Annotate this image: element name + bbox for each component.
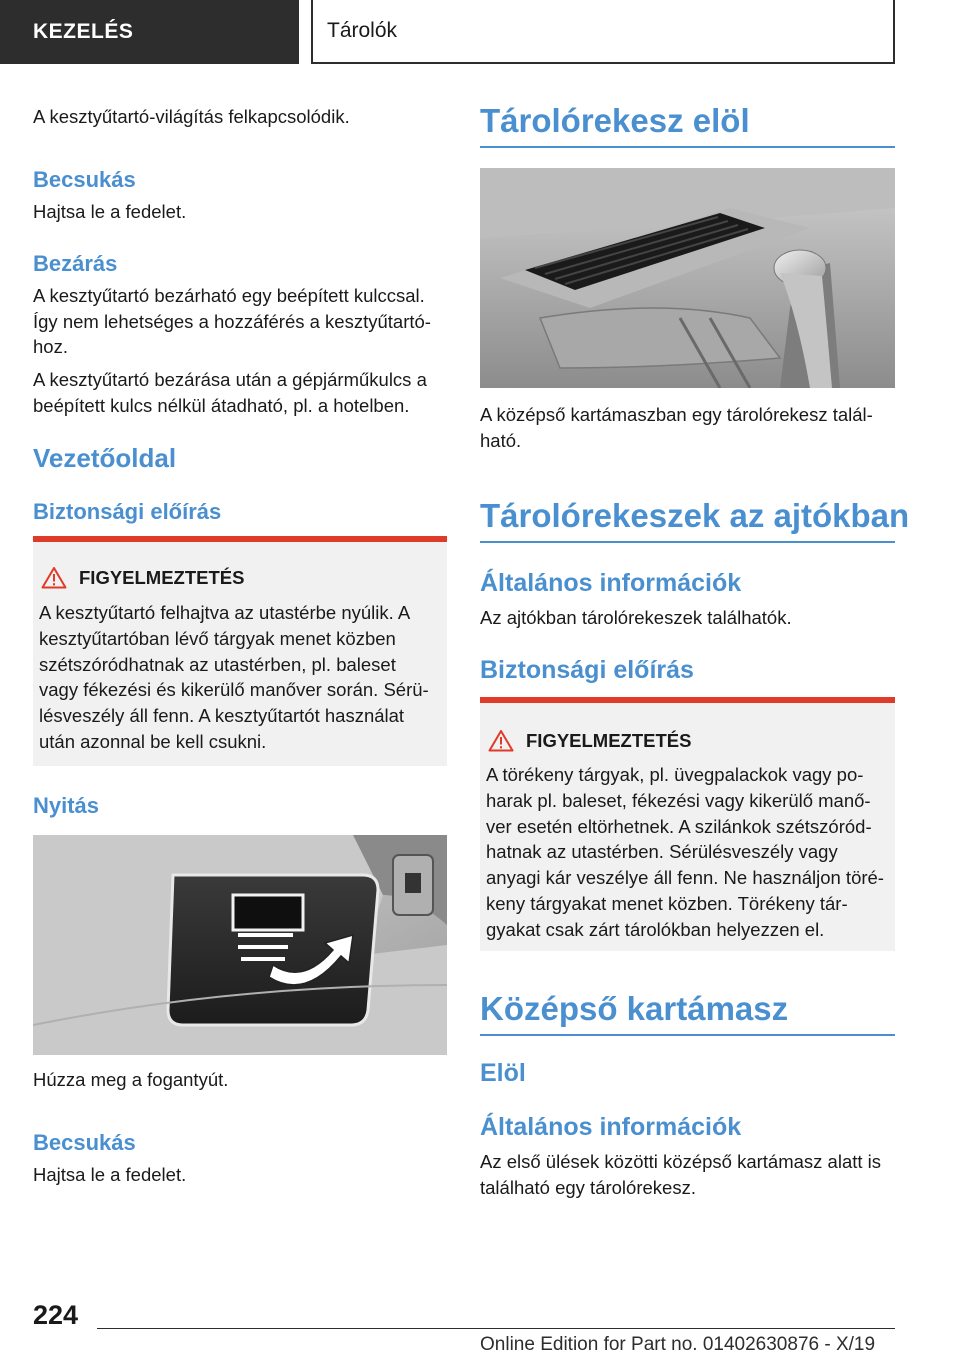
warning-text-2: A törékeny tárgyak, pl. üvegpalackok vagy po-harak pl. baleset, fékezési vagy kikerülő manő-ver esetén eltörhetnek. A szilánkok szétszóród-hatnak az utastérben. Sérülésveszély vagy anyagi kár veszélye áll fenn. Ne használjon töré-keny tárgyakat menet közben. Törékeny tár-gyakat csak zárt tárolókban helyezzen el.	[486, 764, 884, 940]
paragraph-altalanos-2: Az első ülések közötti középső kartámasz alatt is található egy tárolórekesz.	[480, 1151, 882, 1198]
heading-altalanos-2: Általános információk	[480, 1113, 742, 1141]
paragraph-bezaras-1: A kesztyűtartó bezárható egy beépített kulccsal. Így nem lehetséges a hozzáférés a kesztyűtartó-hoz.	[33, 285, 431, 357]
heading-becsukas-2: Becsukás	[33, 1130, 136, 1155]
chapter-tab	[311, 0, 895, 64]
warning-header	[41, 566, 244, 589]
warning-box-2	[480, 697, 895, 951]
paragraph-becsukas: Hajtsa le a fedelet.	[33, 201, 187, 222]
heading-biztonsagi: Biztonsági előírás	[33, 499, 222, 524]
heading-kartamasz: Középső kartámasz	[480, 990, 895, 1036]
intro-paragraph: A kesztyűtartó-világítás felkapcsolódik.	[33, 106, 350, 127]
footer-divider	[97, 1328, 895, 1329]
heading-bezaras: Bezárás	[33, 251, 118, 276]
glovebox-illustration	[33, 835, 447, 1055]
paragraph-altalanos-1: Az ajtókban tárolórekeszek találhatók.	[480, 607, 792, 628]
paragraph-becsukas-2: Hajtsa le a fedelet.	[33, 1164, 187, 1185]
warning-triangle-icon	[41, 566, 67, 589]
chapter-title: Tárolók	[327, 19, 398, 42]
warning-title-2: FIGYELMEZTETÉS	[526, 729, 692, 751]
section-tab	[0, 0, 299, 64]
paragraph-bezaras-2: A kesztyűtartó bezárása után a gépjárműkulcs a beépített kulcs nélkül átadható, pl. a hotelben.	[33, 369, 427, 416]
warning-triangle-icon	[488, 729, 514, 752]
edition-text: Online Edition for Part no. 01402630876 - X/19	[480, 1334, 876, 1355]
heading-becsukas: Becsukás	[33, 167, 136, 192]
paragraph-nyitas: Húzza meg a fogantyút.	[33, 1069, 229, 1090]
heading-ajtok: Tárolórekeszek az ajtókban	[480, 497, 895, 543]
armrest-storage-illustration	[480, 168, 895, 388]
page-number: 224	[33, 1300, 79, 1330]
warning-box	[33, 536, 447, 766]
paragraph-elol: A középső kartámaszban egy tárolórekesz talál-ható.	[480, 404, 873, 451]
heading-biztonsagi-2: Biztonsági előírás	[480, 656, 694, 684]
heading-altalanos-1: Általános információk	[480, 569, 742, 597]
heading-vezetooldal: Vezetőoldal	[33, 443, 177, 473]
warning-header-2	[488, 729, 691, 752]
warning-title: FIGYELMEZTETÉS	[79, 566, 245, 588]
heading-elol: Elöl	[480, 1059, 526, 1087]
heading-tarolorekesz-elol: Tárolórekesz elöl	[480, 102, 895, 148]
armrest-storage-photo	[480, 168, 895, 388]
section-title: KEZELÉS	[33, 20, 134, 43]
warning-text: A kesztyűtartó felhajtva az utastérbe nyúlik. A kesztyűtartóban lévő tárgyak menet közben szétszóródhatnak az utastérben, pl. baleset vagy fékezési és kikerülő manőver során. Sérü-lésveszély áll fenn. A kesztyűtartót használat után azonnal be kell csukni.	[39, 602, 429, 752]
heading-nyitas: Nyitás	[33, 793, 100, 818]
glovebox-photo	[33, 835, 447, 1055]
